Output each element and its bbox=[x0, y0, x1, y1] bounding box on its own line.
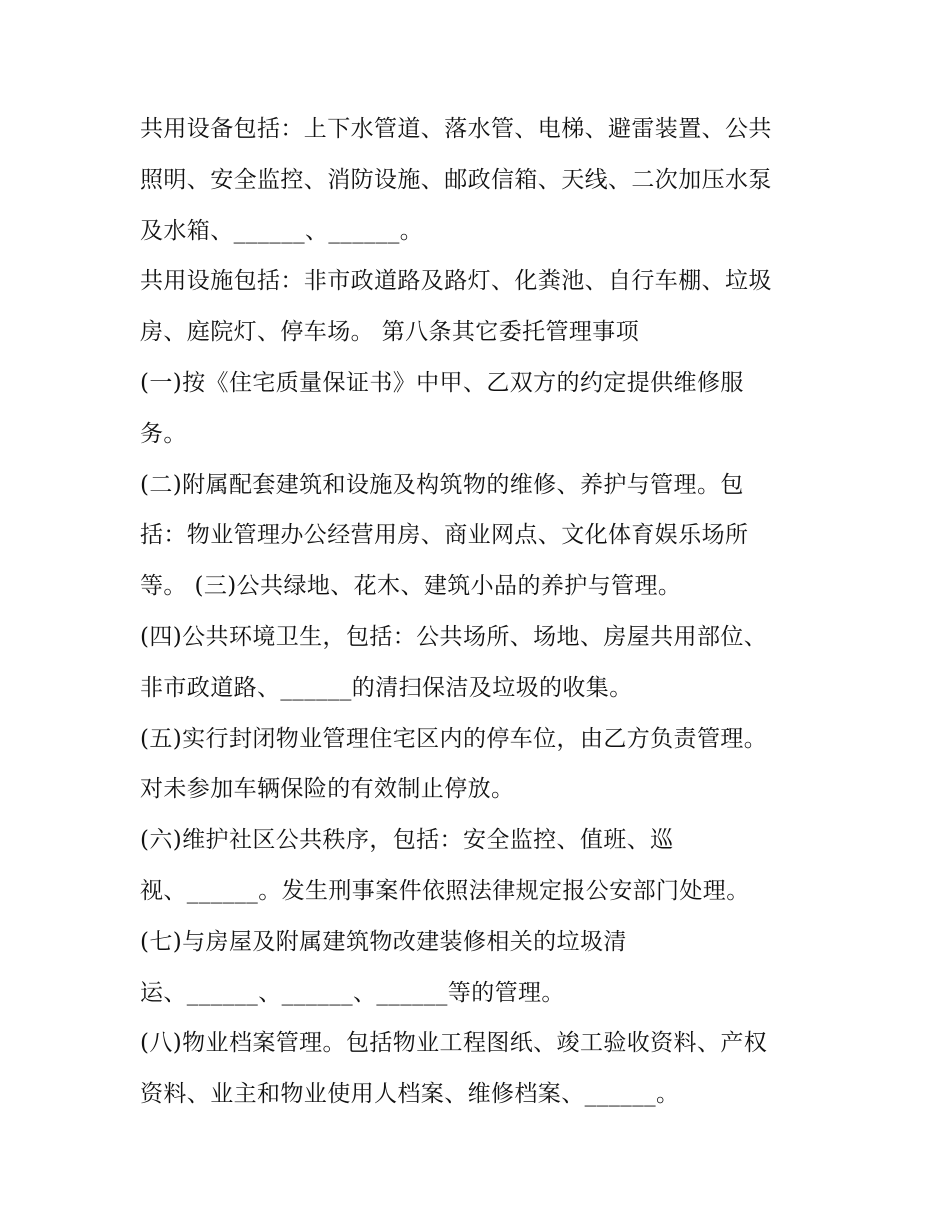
text-line-6: (一)按《住宅质量保证书》中甲、乙双方的约定提供维修服 bbox=[140, 369, 744, 396]
text-line-12: 非市政道路、______的清扫保洁及垃圾的收集。 bbox=[140, 674, 633, 701]
text-line-1: 共用设备包括：上下水管道、落水管、电梯、避雷装置、公共 bbox=[140, 116, 772, 142]
text-line-4: 共用设施包括：非市政道路及路灯、化粪池、自行车棚、垃圾 bbox=[140, 268, 772, 295]
text-line-3: 及水箱、______、______。 bbox=[140, 217, 424, 244]
text-line-8: (二)附属配套建筑和设施及构筑物的维修、养护与管理。包 bbox=[140, 471, 744, 498]
text-line-7: 务。 bbox=[140, 420, 187, 447]
text-line-17: (七)与房屋及附属建筑物改建装修相关的垃圾清 bbox=[140, 928, 627, 955]
text-line-15: (六)维护社区公共秩序，包括：安全监控、值班、巡 bbox=[140, 827, 674, 854]
text-line-10: 等。 (三)公共绿地、花木、建筑小品的养护与管理。 bbox=[140, 573, 682, 600]
text-line-18: 运、______、______、______等的管理。 bbox=[140, 979, 565, 1006]
text-line-2: 照明、安全监控、消防设施、邮政信箱、天线、二次加压水泵 bbox=[140, 166, 772, 193]
text-line-9: 括：物业管理办公经营用房、商业网点、文化体育娱乐场所 bbox=[140, 522, 749, 549]
text-line-11: (四)公共环境卫生，包括：公共场所、场地、房屋共用部位、 bbox=[140, 623, 768, 650]
text-line-16: 视、______。发生刑事案件依照法律规定报公安部门处理。 bbox=[140, 877, 750, 904]
document-body bbox=[140, 104, 830, 1120]
text-line-19: (八)物业档案管理。包括物业工程图纸、竣工验收资料、产权 bbox=[140, 1030, 768, 1057]
text-line-20: 资料、业主和物业使用人档案、维修档案、______。 bbox=[140, 1081, 680, 1108]
text-line-5: 房、庭院灯、停车场。 第八条其它委托管理事项 bbox=[140, 319, 640, 346]
text-line-13: (五)实行封闭物业管理住宅区内的停车位，由乙方负责管理。 bbox=[140, 725, 768, 752]
text-line-14: 对未参加车辆保险的有效制止停放。 bbox=[140, 776, 515, 803]
